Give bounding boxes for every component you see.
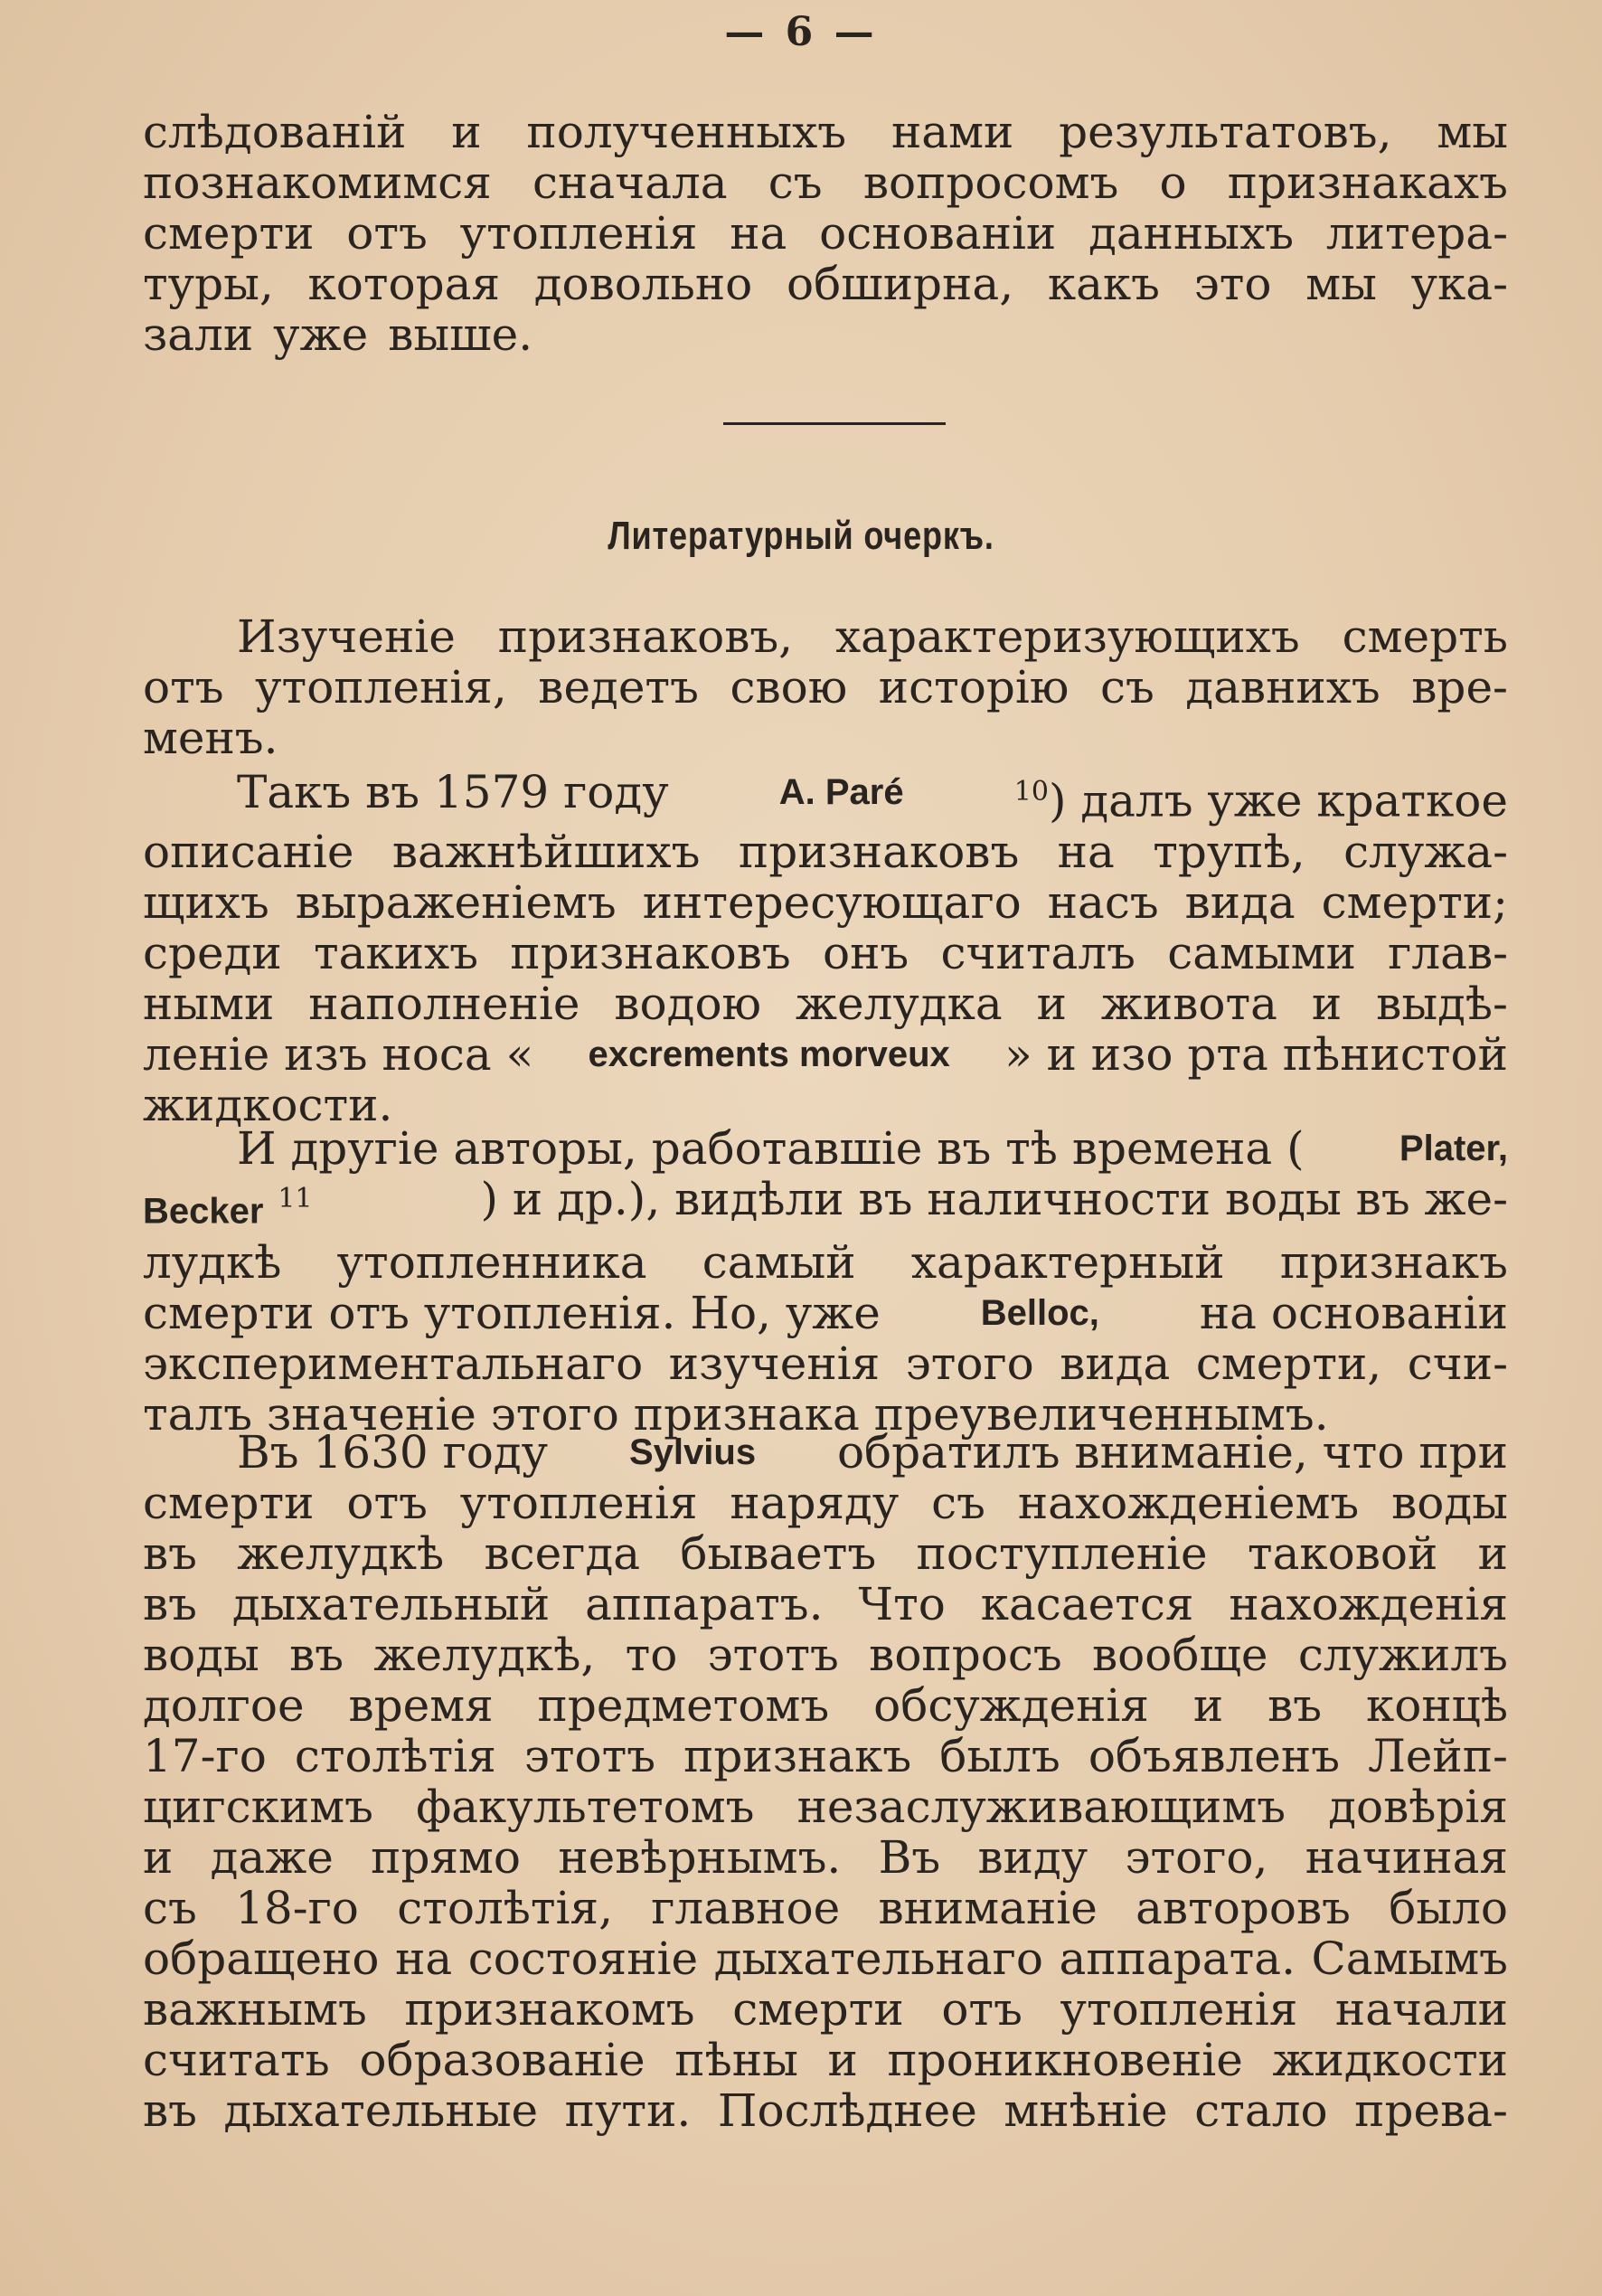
word: литера-	[1325, 207, 1508, 260]
word: нами	[891, 106, 1014, 158]
text-run: леніе изъ носа «	[143, 1027, 534, 1081]
word: 17-го	[143, 1730, 267, 1782]
word: вида	[1184, 875, 1296, 929]
word: интересующаго	[642, 875, 1022, 929]
word: лудкѣ	[143, 1235, 282, 1289]
word: Послѣднее	[717, 2084, 977, 2137]
word: и	[1192, 1679, 1224, 1732]
text-line	[143, 1731, 1508, 1781]
author-name: A. Paré	[778, 772, 904, 812]
word: было	[1389, 1882, 1508, 1934]
word: утопленія,	[255, 661, 507, 713]
word: незаслуживающимъ	[796, 1781, 1286, 1833]
word: смерти;	[1321, 875, 1508, 929]
word: нахожденіемъ	[1017, 1477, 1360, 1529]
word: концѣ	[1365, 1679, 1508, 1732]
word: поступленіе	[916, 1527, 1208, 1580]
word: Лейп-	[1368, 1730, 1508, 1782]
word: давнихъ	[1185, 661, 1381, 713]
word: пути.	[564, 2084, 692, 2137]
word: трупѣ,	[1153, 825, 1305, 878]
word: считалъ	[940, 926, 1136, 979]
text-line	[143, 1029, 1508, 1080]
word: познакомимся	[143, 156, 492, 209]
text-run: ) и др.), видѣли въ наличности воды въ же-	[480, 1173, 1508, 1225]
citation-number: 10	[1013, 776, 1049, 808]
text-line	[143, 928, 1508, 978]
author-name: Sylvius	[628, 1432, 757, 1472]
word: ведетъ	[538, 661, 699, 713]
word: состояніе	[467, 1932, 699, 1985]
page-number: — 6 —	[724, 9, 878, 55]
text-line	[143, 611, 1508, 662]
word: самыми	[1167, 926, 1356, 979]
text-line	[143, 1123, 1508, 1174]
word: и	[143, 1831, 174, 1884]
text-line	[143, 1338, 1508, 1389]
word: наполненіе	[308, 977, 580, 1030]
text-line	[143, 157, 1508, 208]
word: о	[1159, 156, 1187, 209]
word: счи-	[1407, 1337, 1508, 1390]
text-line	[143, 1174, 1508, 1237]
text-run: талъ значеніе этого признака преувеличеннымъ.	[143, 1387, 1329, 1441]
text-line	[143, 1528, 1508, 1579]
text-line	[143, 1984, 1508, 2035]
word: такихъ	[313, 926, 479, 979]
word: этотъ	[523, 1730, 656, 1782]
word: воды	[143, 1629, 259, 1681]
word: глав-	[1388, 926, 1508, 979]
word: въ	[143, 1527, 197, 1580]
word: этого,	[1125, 1831, 1268, 1884]
word: характеризующихъ	[834, 610, 1300, 663]
word: на	[395, 1932, 453, 1985]
text-line	[143, 877, 1508, 928]
word: объявленъ	[1088, 1730, 1341, 1782]
word: выше.	[388, 308, 533, 361]
word: характерный	[910, 1235, 1225, 1289]
word: насъ	[1047, 875, 1159, 929]
word: этотъ	[707, 1629, 839, 1681]
word: обращено	[143, 1932, 380, 1985]
word: выраженіемъ	[295, 875, 617, 929]
word: которая	[307, 258, 500, 310]
text-run: Такъ въ 1579 году	[237, 766, 669, 818]
paragraph-4	[143, 1427, 1508, 2136]
word: мы	[1437, 106, 1508, 158]
word: на	[730, 207, 787, 260]
paragraph-1	[143, 611, 1508, 763]
word: таковой	[1247, 1527, 1438, 1580]
word: вниманіе	[878, 1882, 1098, 1934]
text-line	[143, 1680, 1508, 1731]
word: это	[1193, 258, 1272, 310]
word: съ	[1099, 661, 1154, 713]
word: важнымъ	[143, 1983, 367, 2036]
text-line	[143, 767, 1508, 827]
word: прева-	[1354, 2084, 1508, 2137]
word: невѣрнымъ.	[558, 1831, 842, 1884]
word: онъ	[822, 926, 909, 979]
text-line	[143, 827, 1508, 877]
word: довольно	[533, 258, 753, 310]
text-line	[143, 107, 1508, 157]
word: признаковъ	[738, 825, 1020, 878]
word: утопленія	[1060, 1983, 1298, 2036]
word: среди	[143, 926, 282, 979]
word: въ	[143, 2084, 197, 2137]
text-line	[143, 1288, 1508, 1338]
text-run: И другіе авторы, работавшіе въ тѣ времена (	[237, 1122, 1305, 1175]
word: данныхъ	[1088, 207, 1295, 260]
word: признаковъ,	[497, 610, 794, 663]
word: утопленника	[336, 1235, 647, 1289]
word: этого	[905, 1337, 1034, 1390]
word: ука-	[1410, 258, 1508, 310]
author-name: Belloc,	[980, 1292, 1099, 1333]
word: проникновеніе	[887, 2034, 1243, 2086]
word: стало	[1194, 2084, 1328, 2137]
word: образованіе	[359, 2034, 646, 2086]
word: въ	[143, 1578, 197, 1630]
text-line	[143, 1832, 1508, 1883]
word: вида	[1060, 1337, 1171, 1390]
word: то	[625, 1629, 678, 1681]
text-run: » и изо рта пѣнистой	[1004, 1027, 1508, 1081]
citation-group	[143, 1174, 313, 1237]
word: полученныхъ	[526, 106, 847, 158]
word: признаковъ	[510, 926, 791, 979]
word: описаніе	[143, 825, 354, 878]
section-heading: Литературный очеркъ.	[608, 514, 994, 558]
word: дыхательный	[231, 1578, 551, 1630]
word: отъ	[346, 207, 428, 260]
word: долгое	[143, 1679, 305, 1732]
word: на	[1057, 825, 1115, 878]
word: время	[348, 1679, 494, 1732]
word: начиная	[1305, 1831, 1508, 1884]
word: прямо	[371, 1831, 522, 1884]
word: щихъ	[143, 875, 269, 929]
word: туры,	[143, 258, 274, 310]
citation-number: 11	[278, 1183, 313, 1214]
text-run: Въ 1630 году	[237, 1426, 549, 1479]
word: признакахъ	[1227, 156, 1508, 209]
word: смерти	[143, 207, 315, 260]
text-run: смерти отъ утопленія. Но, уже	[143, 1286, 881, 1339]
word: вопросомъ	[862, 156, 1119, 209]
word: утопленія	[459, 207, 698, 260]
word: былъ	[939, 1730, 1060, 1782]
word: исторію	[878, 661, 1070, 713]
text-line	[143, 1883, 1508, 1933]
word: утопленія	[459, 1477, 698, 1529]
word: дыхательные	[223, 2084, 539, 2137]
word: служа-	[1343, 825, 1508, 878]
word: съ	[931, 1477, 985, 1529]
word: живота	[1100, 977, 1277, 1030]
word: даже	[210, 1831, 334, 1884]
word: дыхательнаго	[713, 1932, 1043, 1985]
word: смерти	[143, 1477, 315, 1529]
text-run: на основаніи	[1199, 1286, 1508, 1339]
word: цигскимъ	[143, 1781, 373, 1833]
word: и	[1036, 977, 1067, 1030]
word: предметомъ	[537, 1679, 830, 1732]
word: признакъ	[683, 1730, 912, 1782]
word: главное	[651, 1882, 841, 1934]
paragraph-2	[143, 767, 1508, 1130]
quoted-term: excrements morveux	[588, 1034, 950, 1074]
word: столѣтія	[294, 1730, 496, 1782]
word: свою	[730, 661, 848, 713]
word: сначала	[532, 156, 728, 209]
word: желудкѣ,	[373, 1629, 596, 1681]
word: пѣны	[674, 2034, 798, 2086]
text-line	[143, 2035, 1508, 2085]
word: и	[1477, 1527, 1508, 1580]
word: всегда	[484, 1527, 641, 1580]
text-line	[143, 1427, 1508, 1478]
word: 18-го	[235, 1882, 359, 1934]
word: смерти,	[1195, 1337, 1382, 1390]
text-line	[143, 2085, 1508, 2136]
author-name: Becker	[143, 1191, 264, 1232]
word: аппаратъ.	[585, 1578, 824, 1630]
text-line	[143, 978, 1508, 1029]
continuation-paragraph	[143, 107, 1508, 360]
word: воды	[1391, 1477, 1508, 1529]
text-run: ) далъ уже краткое	[1048, 774, 1508, 827]
text-line	[143, 208, 1508, 259]
text-line	[143, 1478, 1508, 1528]
word: вопросъ	[869, 1629, 1062, 1681]
text-line	[143, 309, 1508, 360]
word: желудка	[796, 977, 1003, 1030]
word: основаніи	[819, 207, 1057, 260]
word: и	[1311, 977, 1343, 1030]
word: вообще	[1091, 1629, 1268, 1681]
word: авторовъ	[1136, 1882, 1351, 1934]
word: и	[827, 2034, 858, 2086]
word: отъ	[346, 1477, 428, 1529]
word: факультетомъ	[416, 1781, 755, 1833]
word: менъ.	[143, 712, 278, 764]
word: съ	[143, 1882, 197, 1934]
word: въ	[1267, 1679, 1323, 1732]
text-line	[143, 1933, 1508, 1984]
paragraph-3	[143, 1123, 1508, 1440]
text-line	[143, 1630, 1508, 1680]
text-line	[143, 1781, 1508, 1832]
word: изученія	[668, 1337, 881, 1390]
word: обсужденія	[873, 1679, 1149, 1732]
text-run: обратилъ вниманіе, что при	[836, 1426, 1508, 1479]
word: уже	[273, 308, 369, 361]
word: мнѣніе	[1004, 2084, 1168, 2137]
word: и	[451, 106, 482, 158]
word: довѣрія	[1328, 1781, 1508, 1833]
word: съ	[768, 156, 823, 209]
word: водою	[614, 977, 762, 1030]
author-name: Plater,	[1399, 1129, 1508, 1168]
word: служилъ	[1297, 1629, 1508, 1681]
text-line	[143, 713, 1508, 763]
word: признакомъ	[404, 1983, 695, 2036]
word: Что	[858, 1578, 946, 1630]
text-line	[143, 1579, 1508, 1630]
word: признакъ	[1279, 1235, 1508, 1289]
word: наряду	[730, 1477, 900, 1529]
word: ными	[143, 977, 275, 1030]
word: Въ	[878, 1831, 941, 1884]
word: въ	[289, 1629, 344, 1681]
word: слѣдованій	[143, 106, 407, 158]
word: экспериментальнаго	[143, 1337, 644, 1390]
word: зали	[143, 308, 254, 361]
word: касается	[980, 1578, 1194, 1630]
word: аппарата.	[1059, 1932, 1296, 1985]
text-line	[143, 662, 1508, 713]
word: жидкости	[1272, 2034, 1508, 2086]
word: обширна,	[787, 258, 1014, 310]
word: результатовъ,	[1059, 106, 1392, 158]
word: начали	[1334, 1983, 1508, 2036]
word: смерти	[732, 1983, 904, 2036]
word: желудкѣ	[237, 1527, 445, 1580]
word: какъ	[1047, 258, 1160, 310]
citation-ref	[1014, 767, 1508, 827]
word: вре-	[1411, 661, 1508, 713]
section-divider	[723, 422, 946, 425]
word: нахожденія	[1229, 1578, 1508, 1630]
text-line	[143, 259, 1508, 309]
word: отъ	[941, 1983, 1022, 2036]
word: мы	[1305, 258, 1377, 310]
word: Изученіе	[237, 610, 456, 663]
word: выдѣ-	[1376, 977, 1508, 1030]
word: бываетъ	[680, 1527, 877, 1580]
word: виду	[977, 1831, 1088, 1884]
text-run: жидкости.	[143, 1078, 393, 1131]
word: отъ	[143, 661, 224, 713]
word: Самымъ	[1311, 1932, 1508, 1985]
word: считать	[143, 2034, 330, 2086]
word: столѣтія,	[397, 1882, 613, 1934]
word: самый	[702, 1235, 856, 1289]
text-line	[143, 1237, 1508, 1288]
word: важнѣйшихъ	[391, 825, 701, 878]
word: смерть	[1342, 610, 1508, 663]
